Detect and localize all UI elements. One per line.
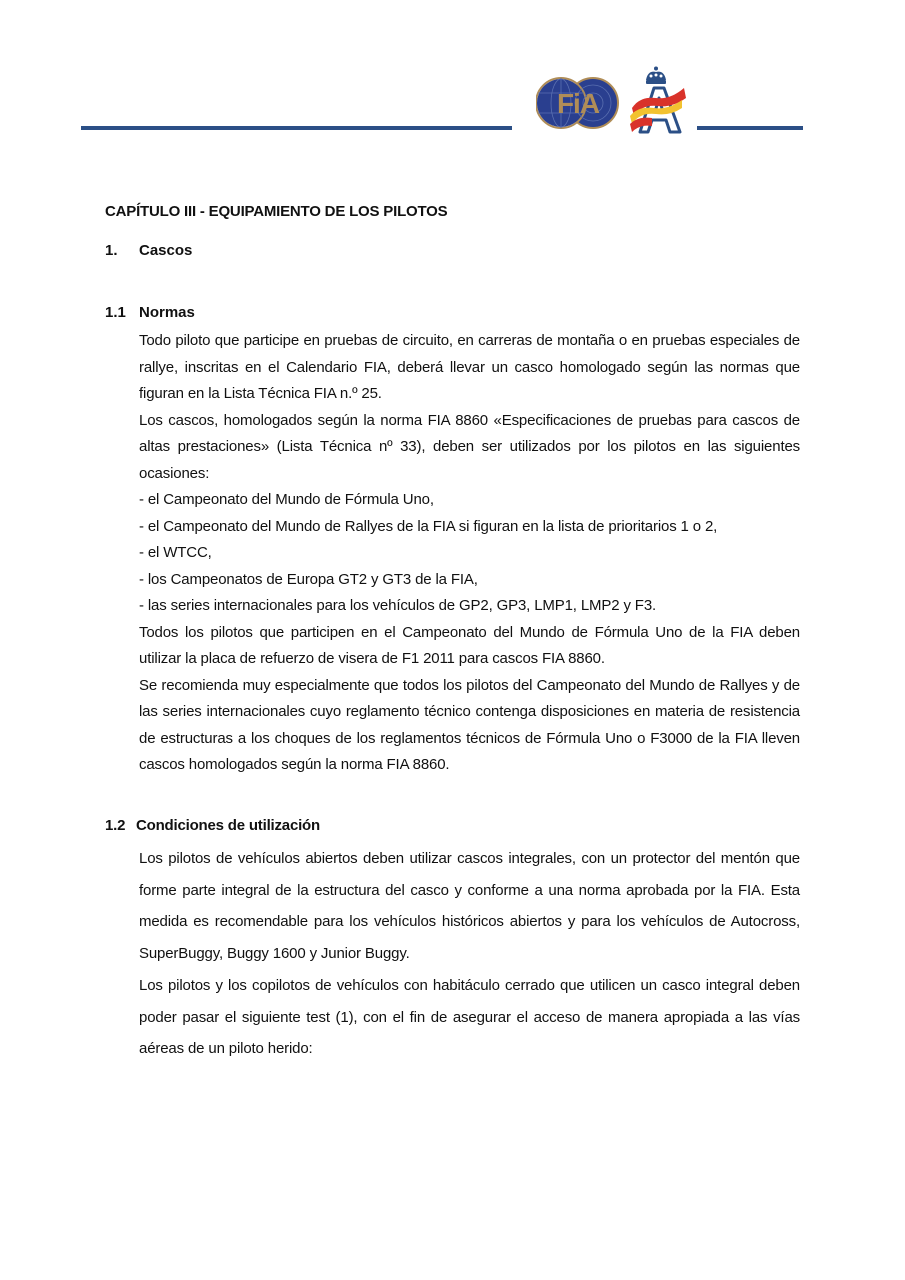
paragraph: Todo piloto que participe en pruebas de circuito, en carreras de montaña o en pruebas especiales de rallye, inscritas en el Calendario FIA, deberá llevar un casco homologado según las normas que figuran en la Lista Técnica FIA n.º 25. — [139, 332, 800, 402]
rfeda-logo-icon — [626, 66, 690, 134]
section-number: 1.2 — [105, 817, 126, 834]
section-title: Condiciones de utilización — [136, 817, 320, 834]
paragraph: Los pilotos y los copilotos de vehículos con habitáculo cerrado que utilicen un casco integral deben poder pasar el siguiente test (1), con el fin de asegurar el acceso de manera apropiada a las vías aéreas de un piloto herido: — [139, 976, 800, 1058]
normas-body — [139, 328, 800, 779]
list-item: - las series internacionales para los vehículos de GP2, GP3, LMP1, LMP2 y F3. — [139, 597, 657, 614]
paragraph: Todos los pilotos que participen en el Campeonato del Mundo de Fórmula Uno de la FIA deben utilizar la placa de refuerzo de visera de F1 2011 para cascos FIA 8860. — [139, 623, 800, 667]
paragraph: Los cascos, homologados según la norma FIA 8860 «Especificaciones de pruebas para cascos de altas prestaciones» (Lista Técnica nº 33), deben ser utilizados por los pilotos en las siguientes ocasiones: — [139, 411, 800, 482]
chapter-title: CAPÍTULO III - EQUIPAMIENTO DE LOS PILOTOS — [105, 203, 448, 220]
fia-logo-icon — [536, 75, 620, 131]
paragraph: Se recomienda muy especialmente que todos los pilotos del Campeonato del Mundo de Rallyes y de las series internacionales cuyo reglamento técnico contenga disposiciones en materia de resistencia de estructuras a los choques de los reglamentos técnicos de Fórmula Uno o F3000 de la FIA lleven cascos homologados según la norma FIA 8860. — [139, 676, 800, 773]
list-item: - el WTCC, — [139, 544, 212, 561]
list-item: - los Campeonatos de Europa GT2 y GT3 de la FIA, — [139, 570, 478, 588]
section-number: 1.1 — [105, 304, 126, 321]
section-heading-cascos — [105, 242, 192, 259]
list-item: - el Campeonato del Mundo de Fórmula Uno, — [139, 491, 434, 508]
list-item: - el Campeonato del Mundo de Rallyes de la FIA si figuran en la lista de prioritarios 1 o 2, — [139, 517, 718, 535]
header-rule-left — [81, 126, 512, 130]
header-rule-right — [697, 126, 803, 130]
section-title: Normas — [139, 304, 195, 321]
svg-text:FiA: FiA — [556, 88, 600, 119]
section-number: 1. — [105, 242, 118, 259]
section-title: Cascos — [139, 242, 193, 259]
section-heading-normas — [105, 304, 195, 321]
section-heading-condiciones — [105, 817, 320, 834]
paragraph: Los pilotos de vehículos abiertos deben utilizar cascos integrales, con un protector del mentón que forme parte integral de la estructura del casco y conforme a una norma aprobada por la FIA. Esta medida es recomendable para los vehículos históricos abiertos y para los vehículos de Autocross, SuperBuggy, Buggy 1600 y Junior Buggy. — [139, 850, 800, 963]
condiciones-body — [139, 843, 800, 1065]
